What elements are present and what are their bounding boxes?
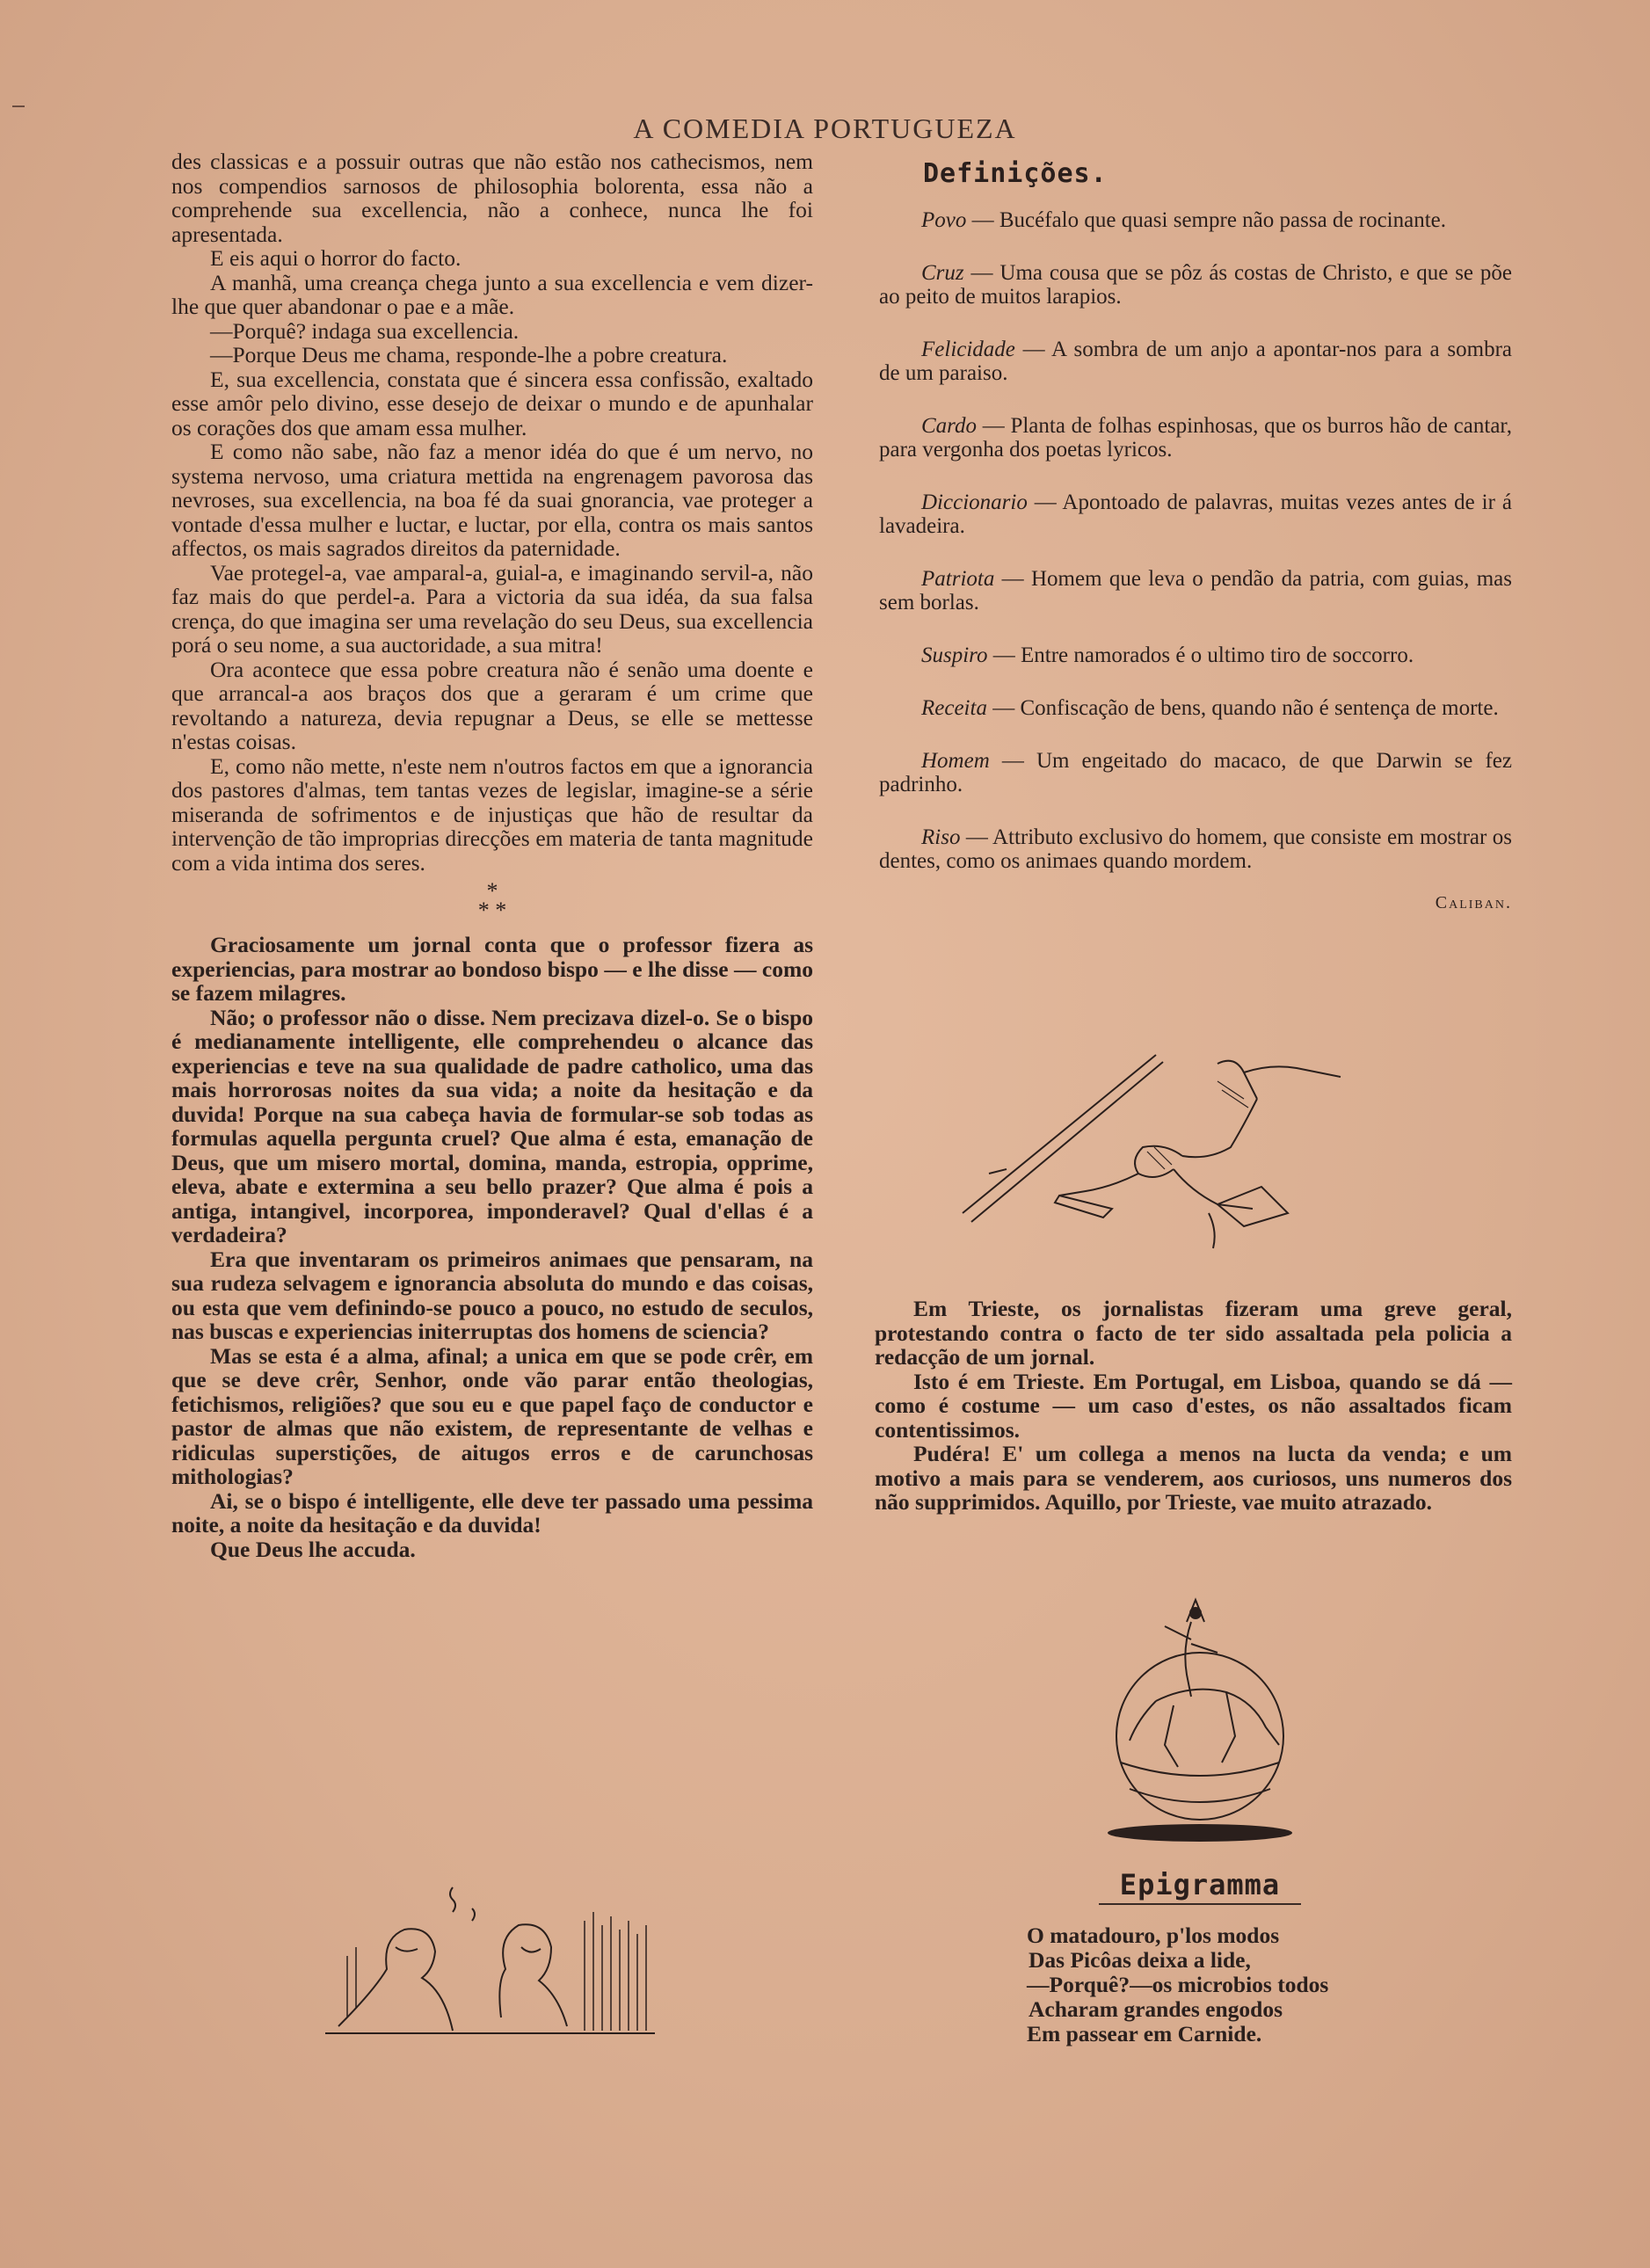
definition-text: — Bucéfalo que quasi sempre não passa de rocinante. — [966, 208, 1447, 232]
definition-term: Patriota — [921, 567, 995, 591]
definition-item — [879, 261, 1512, 309]
definition-item — [879, 491, 1512, 538]
paragraph: Mas se esta é a alma, afinal; a unica em que se pode crêr, em que se deve crêr, Senhor, onde vão parar então theologias, fetichismos, religiões? que sou eu e que papel faço de conductor e pastor de almas que não existem, de representante de velhas e ridiculas superstições, de aitugos erros e de carunchosas mithologias? — [171, 1342, 813, 1489]
bishop-article — [171, 933, 813, 1561]
definition-item — [879, 414, 1512, 462]
running-head: A COMEDIA PORTUGUEZA — [633, 113, 1017, 144]
verse-line: —Porquê?—os microbios todos — [1027, 1972, 1329, 1997]
verse-line: Das Picôas deixa a lide, — [1029, 1947, 1251, 1973]
epigram-verse — [1027, 1923, 1396, 2046]
definition-text: — Apontoado de palavras, muitas vezes antes de ir á lavadeira. — [879, 491, 1512, 538]
paragraph: Vae protegel-a, vae amparal-a, guial-a, e imaginando servil-a, não faz mais do que perdel-a. Para a victoria da sua idéa, da sua falsa crença, do que imagina ser uma revelação do seu Deus, sua excellencia porá o seu nome, a sua auctoridade, a sua mitra! — [171, 559, 813, 658]
paragraph: A manhã, uma creança chega junto a sua excellencia e vem dizer-lhe que quer abandonar o pae e a mãe. — [171, 269, 813, 319]
definition-item — [879, 696, 1512, 720]
definition-text: — Confiscação de bens, quando não é sentença de morte. — [986, 696, 1499, 720]
paragraph: —Porque Deus me chama, responde-lhe a pobre creatura. — [210, 342, 728, 367]
paragraph: Graciosamente um jornal conta que o professor fizera as experiencias, para mostrar ao bondoso bispo — e lhe disse — como se fazem milagres. — [171, 932, 813, 1006]
paragraph: Era que inventaram os primeiros animaes que pensaram, na sua rudeza selvagem e ignorancia absoluta do mundo e das coisas, ou esta que vem definindo-se pouco a pouco, no estudo de seculos, nas buscas e experiencias initerruptas dos homens de sciencia? — [171, 1246, 813, 1344]
definition-item — [879, 825, 1512, 873]
paragraph: des classicas e a possuir outras que não estão nos cathecismos, nem nos compendios sarnosos de philosophia bolorenta, essa não a comprehende sua excellencia, não a conhece, nunca lhe foi apresentada. — [171, 149, 813, 247]
paragraph: Em Trieste, os jornalistas fizeram uma greve geral, protestando contra o facto de ter sido assaltada pela policia a redacção de um jornal. — [875, 1296, 1512, 1370]
definition-item — [879, 338, 1512, 385]
paragraph: Ai, se o bispo é intelligente, elle deve ter passado uma pessima noite, a noite da hesitação e da duvida! — [171, 1487, 813, 1537]
definition-text: — Attributo exclusivo do homem, que consiste em mostrar os dentes, como os animaes quando mordem. — [879, 825, 1512, 873]
definition-item — [879, 749, 1512, 796]
falling-figure-illustration — [954, 1037, 1376, 1266]
paragraph: E, como não mette, n'este nem n'outros factos em que a ignorancia dos pastores d'almas, tem tantas vezes de legislar, imagine-se a série miseranda de sofrimentos e de injustiças que hão de resultar da intervenção de tão improprias direcções em materia de tanta magnitude com a vida intima dos seres. — [171, 752, 813, 876]
definition-term: Receita — [921, 696, 987, 720]
verse-line: Acharam grandes engodos — [1029, 1996, 1283, 2022]
definition-term: Povo — [921, 208, 967, 232]
trieste-article — [875, 1297, 1512, 1515]
definitions-title: Definições. — [923, 158, 1108, 189]
epigram-title: Epigramma — [1119, 1868, 1281, 1901]
definition-text: — Um engeitado do macaco, de que Darwin se fez padrinho. — [879, 749, 1512, 796]
right-column — [879, 158, 1512, 913]
definition-term: Cruz — [921, 261, 964, 285]
paragraph: Ora acontece que essa pobre creatura não é senão uma doente e que arrancal-a aos braços dos que a geraram é um crime que revoltando a natureza, devia repugnar a Deus, se elle se mettesse n'estas coisas. — [171, 656, 813, 754]
definition-text: — Uma cousa que se pôz ás costas de Christo, e que se põe ao peito de muitos larapios. — [879, 261, 1512, 309]
paragraph: Pudéra! E' um collega a menos na lucta da venda; e um motivo a mais para se venderem, aos curiosos, uns numeros dos não supprimidos. Aquillo, por Trieste, vae muito atrazado. — [875, 1441, 1512, 1515]
definition-term: Cardo — [921, 414, 977, 438]
two-figures-illustration — [321, 1886, 659, 2039]
definition-term: Felicidade — [921, 338, 1015, 361]
paragraph: Que Deus lhe accuda. — [210, 1536, 416, 1562]
definition-term: Diccionario — [921, 491, 1028, 514]
paragraph: Isto é em Trieste. Em Portugal, em Lisboa, quando se dá — como é costume — um caso d'estes, os não assaltados ficam contentissimos. — [875, 1368, 1512, 1443]
paragraph: E, sua excellencia, constata que é sincera essa confissão, exaltado esse amôr pelo divino, esse desejo de deixar o mundo e de apunhalar os corações dos que amam essa mulher. — [171, 366, 813, 440]
definition-item — [879, 643, 1512, 667]
verse-line: Em passear em Carnide. — [1027, 2021, 1262, 2046]
definition-item — [879, 567, 1512, 614]
definition-item — [879, 208, 1512, 232]
definition-term: Homem — [921, 749, 990, 773]
paragraph: E eis aqui o horror do facto. — [210, 245, 462, 271]
section-break: * * * — [477, 878, 507, 923]
definition-text: — Planta de folhas espinhosas, que os burros hão de cantar, para vergonha dos poetas lyricos. — [879, 414, 1512, 462]
definition-text: — Homem que leva o pendão da patria, com guias, mas sem borlas. — [879, 567, 1512, 614]
epigram-rule — [1099, 1903, 1301, 1905]
definition-term: Suspiro — [921, 643, 988, 667]
paragraph: E como não sabe, não faz a menor idéa do que é um nervo, no systema nervoso, uma criatura mettida na engrenagem pavorosa das nevroses, sua excellencia, na boa fé da suai gnorancia, vae proteger a vontade d'essa mulher e luctar, e luctar, por ella, contra os mais santos affectos, os mais sagrados direitos da paternidade. — [171, 439, 813, 561]
definition-text: — A sombra de um anjo a apontar-nos para a sombra de um paraiso. — [879, 338, 1512, 385]
margin-mark — [12, 105, 25, 107]
rider-globe-illustration — [1103, 1587, 1305, 1850]
paragraph: Não; o professor não o disse. Nem precizava dizel-o. Se o bispo é medianamente intelligente, elle comprehendeu o alcance das experiencias e teve na sua qualidade de padre catholico, uma das mais horrorosas noites da sua vida; a noite da hesitação e da duvida! Porque na sua cabeça havia de formular-se sob todas as formulas aquella pergunta cruel? Que alma é esta, emanação de Deus, que um misero mortal, domina, manda, estropia, opprime, eleva, abate e extermina a seu bello prazer? Que alma é pois a antiga, intangivel, incorporea, imponderavel? Qual d'ellas é a verdadeira? — [171, 1004, 813, 1247]
definition-text: — Entre namorados é o ultimo tiro de soccorro. — [987, 643, 1414, 667]
paragraph: —Porquê? indaga sua excellencia. — [210, 317, 520, 344]
verse-line: O matadouro, p'los modos — [1027, 1923, 1280, 1948]
definition-term: Riso — [921, 825, 961, 849]
signature: Caliban. — [1435, 893, 1512, 912]
left-column — [171, 149, 813, 1561]
